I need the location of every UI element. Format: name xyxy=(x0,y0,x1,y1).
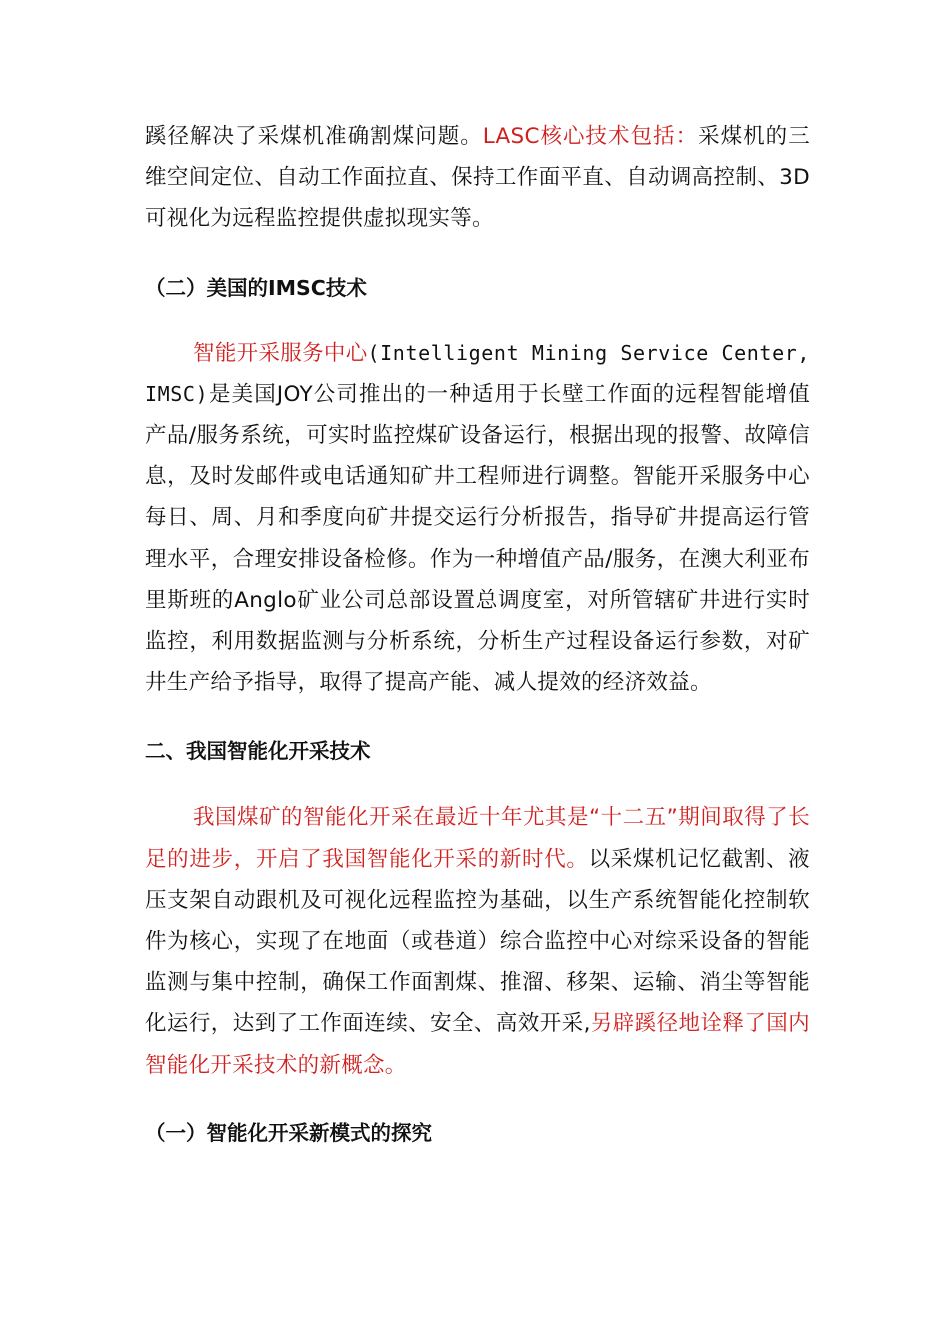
paragraph-imsc-text-c: 是美国JOY公司推出的一种适用于长壁工作面的远程智能增值产品/服务系统，可实时监控煤矿设备运行，根据出现的报警、故障信息，及时发邮件或电话通知矿井工程师进行调整。智能开采服务中心每日、周、月和季度向矿井提交运行分析报告，指导矿井提高运行管理水平，合理安排设备检修。作为一种增值产品/服务，在澳大利亚布里斯班的Anglo矿业公司总部设置总调度室，对所管辖矿井进行实时监控，利用数据监测与分析系统，分析生产过程设备运行参数，对矿井生产给予指导，取得了提高产能、减人提效的经济效益。 xyxy=(145,381,810,696)
china-progress-highlight: 我国煤矿的智能化开采在最近十年尤其是“十二五”期间取得了长足的进步，开启了我国智能化开采的新时代。 xyxy=(145,805,810,872)
paragraph-china-text-b: 以采煤机记忆截割、液压支架自动跟机及可视化远程监控为基础，以生产系统智能化控制软件为核心，实现了在地面（或巷道）综合监控中心对综采设备的智能监测与集中控制，确保工作面割煤、推溜、移架、运输、消尘等智能化运行，达到了工作面连续、安全、高效开采, xyxy=(145,846,810,1037)
paragraph-lasc-text-c: 采煤机的三维空间定位、自动工作面拉直、保持工作面平直、自动调高控制、3D可视化为远程监控提供虚拟现实等。 xyxy=(145,124,810,232)
document-page xyxy=(145,116,810,1148)
paragraph-china xyxy=(145,797,810,1085)
paragraph-lasc-text-a: 蹊径解决了采煤机准确割煤问题。 xyxy=(145,124,483,149)
paragraph-lasc xyxy=(145,116,810,240)
section-heading-imsc: （二）美国的IMSC技术 xyxy=(145,275,367,300)
imsc-english-name: (Intelligent Mining Service Center, IMSC) xyxy=(145,340,810,406)
paragraph-imsc xyxy=(145,333,810,704)
imsc-highlight: 智能开采服务中心 xyxy=(193,340,368,366)
section-heading-new-mode: （一）智能化开采新模式的探究 xyxy=(145,1120,432,1145)
lasc-core-tech-highlight: LASC核心技术包括： xyxy=(482,124,699,149)
chapter-heading-china: 二、我国智能化开采技术 xyxy=(145,739,371,764)
china-concept-highlight: 另辟蹊径地诠释了国内智能化开采技术的新概念。 xyxy=(145,1011,810,1078)
